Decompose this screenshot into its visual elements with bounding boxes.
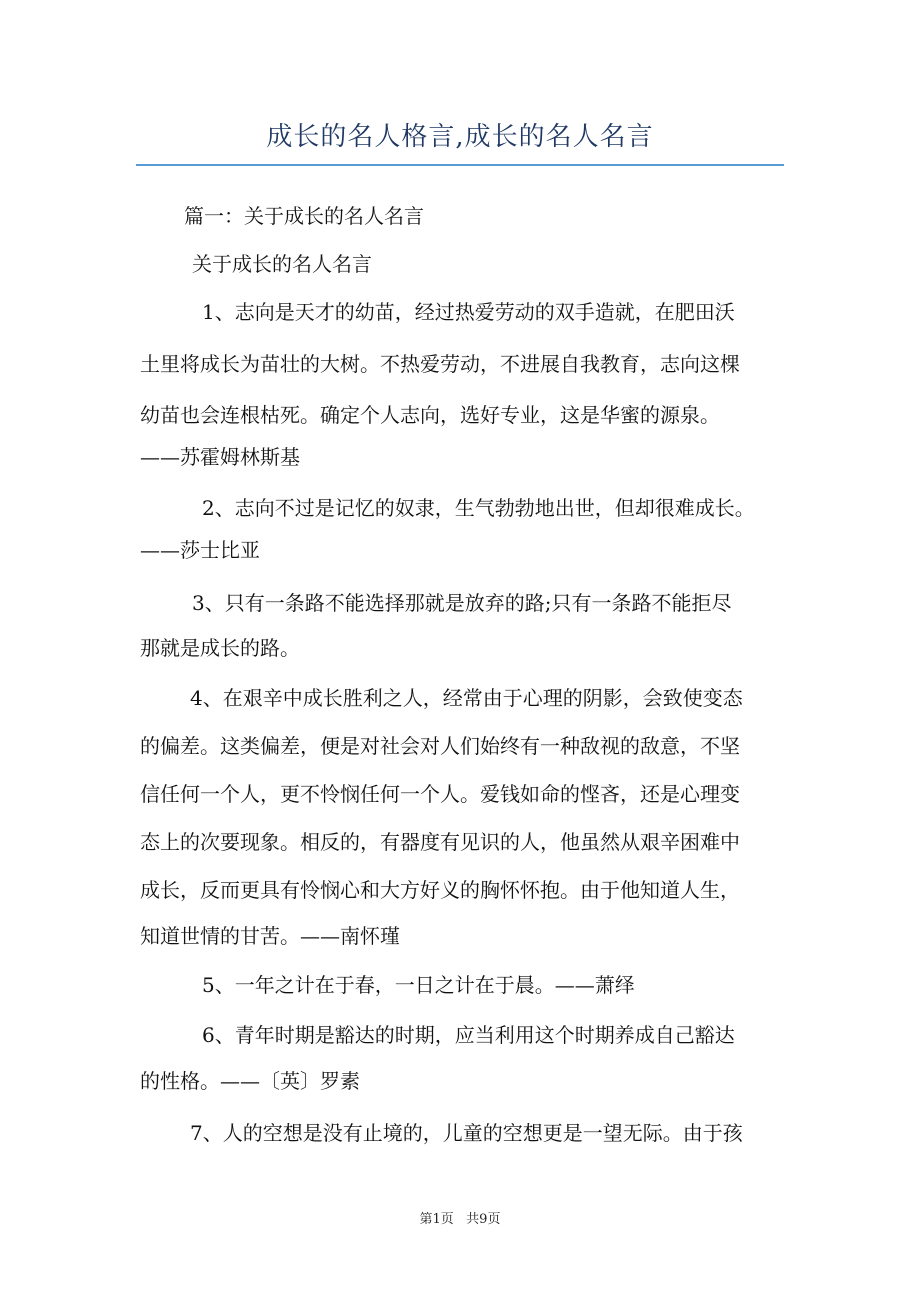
document-title: 成长的名人格言,成长的名人名言 [266, 122, 654, 152]
paragraph-line: 的性格。——〔英〕罗素 [140, 1069, 360, 1093]
paragraph-line: 态上的次要现象。相反的，有器度有见识的人，他虽然从艰辛困难中 [140, 830, 740, 854]
paragraph-line: 3、只有一条路不能选择那就是放弃的路;只有一条路不能拒尽 [192, 591, 732, 615]
paragraph-line: ——莎士比亚 [140, 538, 260, 562]
paragraph-line: 的偏差。这类偏差，便是对社会对人们始终有一种敌视的敌意，不坚 [140, 734, 740, 758]
paragraph-line: 那就是成长的路。 [140, 636, 300, 660]
subheading: 关于成长的名人名言 [192, 252, 372, 276]
paragraph-line: 1、志向是天才的幼苗，经过热爱劳动的双手造就，在肥田沃 [202, 300, 735, 324]
paragraph-line: 成长，反而更具有怜悯心和大方好义的胸怀怀抱。由于他知道人生， [140, 878, 740, 902]
section-heading: 篇一：关于成长的名人名言 [184, 204, 424, 228]
paragraph-line: 6、青年时期是豁达的时期，应当利用这个时期养成自己豁达 [202, 1023, 735, 1047]
paragraph-line: 土里将成长为苗壮的大树。不热爱劳动，不进展自我教育，志向这棵 [140, 352, 740, 376]
title-divider [136, 164, 784, 166]
page-footer: 第1页 共9页 [419, 1212, 501, 1227]
paragraph-line: 4、在艰辛中成长胜利之人，经常由于心理的阴影，会致使变态 [190, 686, 743, 710]
paragraph-line: 知道世情的甘苦。——南怀瑾 [140, 924, 400, 948]
paragraph-line: 5、一年之计在于春，一日之计在于晨。——萧绎 [202, 973, 635, 997]
paragraph-line: 2、志向不过是记忆的奴隶，生气勃勃地出世，但却很难成长。 [202, 496, 755, 520]
paragraph-line: 信任何一个人，更不怜悯任何一个人。爱钱如命的悭吝，还是心理变 [140, 782, 740, 806]
paragraph-line: 幼苗也会连根枯死。确定个人志向，选好专业，这是华蜜的源泉。 [140, 403, 720, 427]
paragraph-line: 7、人的空想是没有止境的，儿童的空想更是一望无际。由于孩 [190, 1121, 743, 1145]
paragraph-line: ——苏霍姆林斯基 [140, 445, 300, 469]
